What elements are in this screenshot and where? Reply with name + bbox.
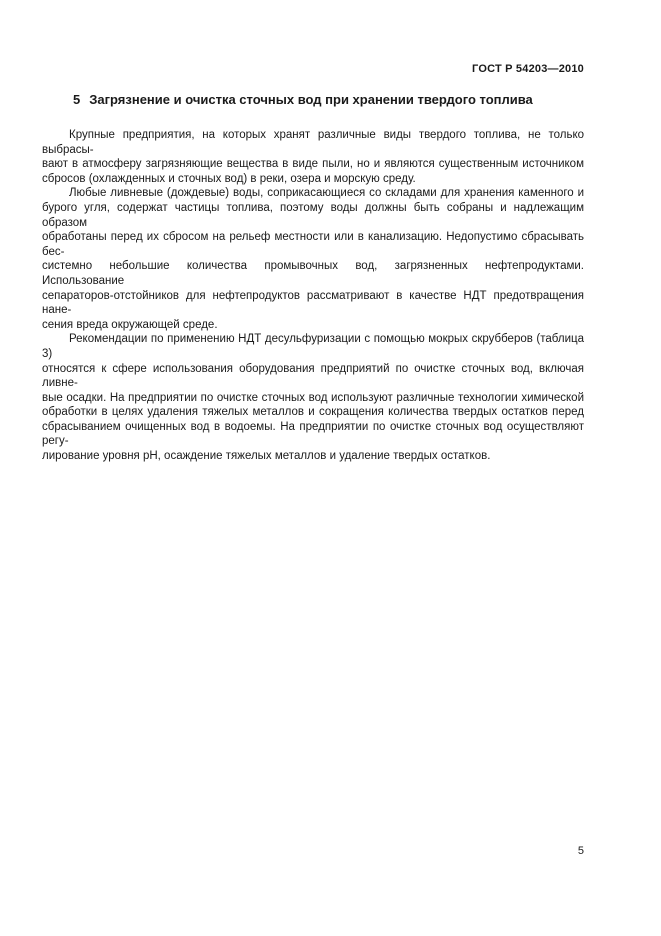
paragraph-line: Любые ливневые (дождевые) воды, соприкасающиеся со складами для хранения каменного и	[69, 187, 584, 200]
paragraph-line: относятся к сфере использования оборудования предприятий по очистке сточных вод, включая ливне-	[42, 362, 584, 390]
paragraph-line: системно небольшие количества промывочных вод, загрязненных нефтепродуктами. Использование	[42, 260, 584, 287]
paragraph-line: обработки в целях удаления тяжелых металлов и сокращения количества твердых остатков перед	[42, 406, 584, 419]
paragraph	[42, 186, 584, 332]
paragraph-line: бурого угля, содержат частицы топлива, поэтому воды должны быть собраны и надлежащим образом	[42, 201, 584, 229]
paragraph-line: лирование уровня pH, осаждение тяжелых металлов и удаление твердых остатков.	[42, 450, 491, 463]
paragraphs	[42, 128, 584, 464]
section-number: 5	[73, 92, 81, 107]
document-code-header: ГОСТ Р 54203—2010	[472, 63, 584, 75]
section-heading	[73, 92, 584, 107]
paragraph-line: вают в атмосферу загрязняющие вещества в виде пыли, но и являются существенным источником	[42, 158, 584, 171]
paragraph-line: сепараторов-отстойников для нефтепродуктов рассматривают в качестве НДТ предотвращения нане-	[42, 289, 584, 317]
paragraph-line: сбрасыванием очищенных вод в водоемы. На предприятии по очистке сточных вод осуществляют регу-	[42, 420, 584, 448]
section-title: Загрязнение и очистка сточных вод при хранении твердого топлива	[89, 92, 533, 107]
page-content	[42, 63, 584, 464]
paragraph-line: сбросов (охлажденных и сточных вод) в реки, озера и морскую среду.	[42, 172, 416, 185]
paragraph	[42, 128, 584, 186]
paragraph-line: обработаны перед их сбросом на рельеф местности или в канализацию. Недопустимо сбрасывать бес-	[42, 231, 584, 258]
paragraph-line: Крупные предприятия, на которых хранят различные виды твердого топлива, не только выбрасы-	[42, 129, 584, 156]
paragraph-line: Рекомендации по применению НДТ десульфуризации с помощью мокрых скрубберов (таблица 3)	[42, 333, 584, 360]
page-number: 5	[577, 845, 584, 857]
paragraph-line: вые осадки. На предприятии по очистке сточных вод используют различные технологии химической	[42, 391, 584, 404]
paragraph-line: сения вреда окружающей среде.	[42, 318, 218, 331]
paragraph	[42, 332, 584, 463]
